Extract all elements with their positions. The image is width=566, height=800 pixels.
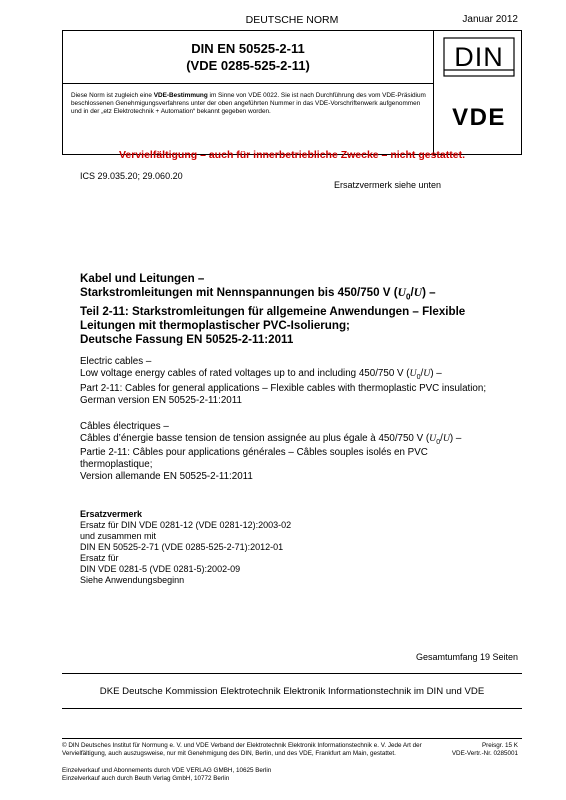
ersatzvermerk-line: Ersatz für DIN VDE 0281-12 (VDE 0281-12):2003-02 (80, 520, 292, 530)
french-title-line: Câbles électriques – (80, 421, 169, 432)
ics-codes: ICS 29.035.20; 29.060.20 (80, 171, 183, 181)
vde-logo (439, 101, 519, 131)
german-title-line: Leitungen mit thermoplastischer PVC-Isolierung; (80, 318, 350, 332)
english-title-line: Part 2-11: Cables for general applications – Flexible cables with thermoplastic PVC insulation; (80, 383, 487, 394)
standard-identification-block (62, 30, 522, 155)
vde-number: (VDE 0285-525-2-11) (186, 58, 310, 73)
divider (62, 708, 522, 709)
sales-line: Einzelverkauf auch durch Beuth Verlag GmbH, 10772 Berlin (62, 774, 230, 782)
english-title-line: Electric cables – (80, 356, 152, 367)
german-title (80, 272, 510, 347)
ersatz-reference: Ersatzvermerk siehe unten (334, 180, 442, 190)
vde-note: Diese Norm ist zugleich eine VDE-Bestimmung im Sinne von VDE 0022. Sie ist nach Durchführung des vom VDE-Präsidium beschlossenen Genehmigungsverfahrens unter der oben angeführten Nummer in das VDE-Vorschriftenwerk aufgenommen und in der „etz Elektrotechnik + Automation“ bekannt gegeben worden. (71, 92, 426, 115)
ersatzvermerk-line: DIN VDE 0281-5 (VDE 0281-5):2002-09 (80, 564, 241, 574)
top-header (62, 12, 522, 30)
german-title-line: Teil 2-11: Starkstromleitungen für allgemeine Anwendungen – Flexible (80, 304, 466, 318)
ersatzvermerk-line: und zusammen mit (80, 531, 157, 541)
din-logo (441, 37, 517, 77)
sales-info (62, 767, 462, 782)
price-group: Preisgr. 15 K (481, 742, 518, 749)
french-title-line: Partie 2-11: Câbles pour applications générales – Câbles souples isolés en PVC (80, 447, 428, 458)
divider (62, 738, 522, 739)
copyright-notice: © DIN Deutsches Institut für Normung e. V. und VDE Verband der Elektrotechnik Elektronik Informationstechnik e. V. Jede Art der Vervielfältigung, auch auszugsweise, nur mit Genehmigung des DIN, Berlin, und des VDE, Frankfurt am Main, gestattet. (62, 742, 422, 757)
standard-number-box (63, 31, 434, 84)
ersatzvermerk-heading: Ersatzvermerk (80, 509, 143, 519)
total-pages: Gesamtumfang 19 Seiten (415, 652, 518, 662)
ersatzvermerk-line: Ersatz für (80, 553, 119, 563)
english-title-line: Low voltage energy cables of rated voltages up to and including 450/750 V $(U_0/U)$ – (80, 368, 442, 381)
svg-text:DIN: DIN (454, 42, 504, 72)
ersatzvermerk-line: Siehe Anwendungsbeginn (80, 575, 185, 585)
french-title-line: Câbles d’énergie basse tension de tension assignée au plus égale à 450/750 V $(U_0/U)$ – (80, 433, 462, 446)
standard-number: DIN EN 50525-2-11 (191, 41, 305, 56)
vde-note-box (63, 84, 434, 154)
german-title-line: Deutsche Fassung EN 50525-2-11:2011 (80, 333, 294, 347)
divider (62, 673, 522, 674)
reproduction-notice: Vervielfältigung – auch für innerbetriebliche Zwecke – nicht gestattet. (118, 149, 465, 161)
svg-text:VDE: VDE (452, 104, 506, 131)
ersatzvermerk-line: DIN EN 50525-2-71 (VDE 0285-525-2-71):2012-01 (80, 542, 284, 552)
publication-date: Januar 2012 (462, 14, 518, 25)
order-number: VDE-Vertr.-Nr. 0285001 (451, 749, 518, 757)
price-info (452, 742, 518, 757)
dke-line: DKE Deutsche Kommission Elektrotechnik Elektronik Informationstechnik im DIN und VDE (99, 686, 485, 697)
german-title-line: Starkstromleitungen mit Nennspannungen bis 450/750 V $(U_0/U)$ – (80, 286, 436, 302)
german-title-line: Kabel und Leitungen – (80, 272, 205, 285)
sales-line: Einzelverkauf und Abonnements durch VDE VERLAG GMBH, 10625 Berlin (62, 767, 272, 774)
document-type-label: DEUTSCHE NORM (245, 14, 339, 26)
english-title-line: German version EN 50525-2-11:2011 (80, 395, 242, 406)
french-title-line: Version allemande EN 50525-2-11:2011 (80, 471, 253, 482)
french-title-line: thermoplastique; (80, 459, 153, 470)
